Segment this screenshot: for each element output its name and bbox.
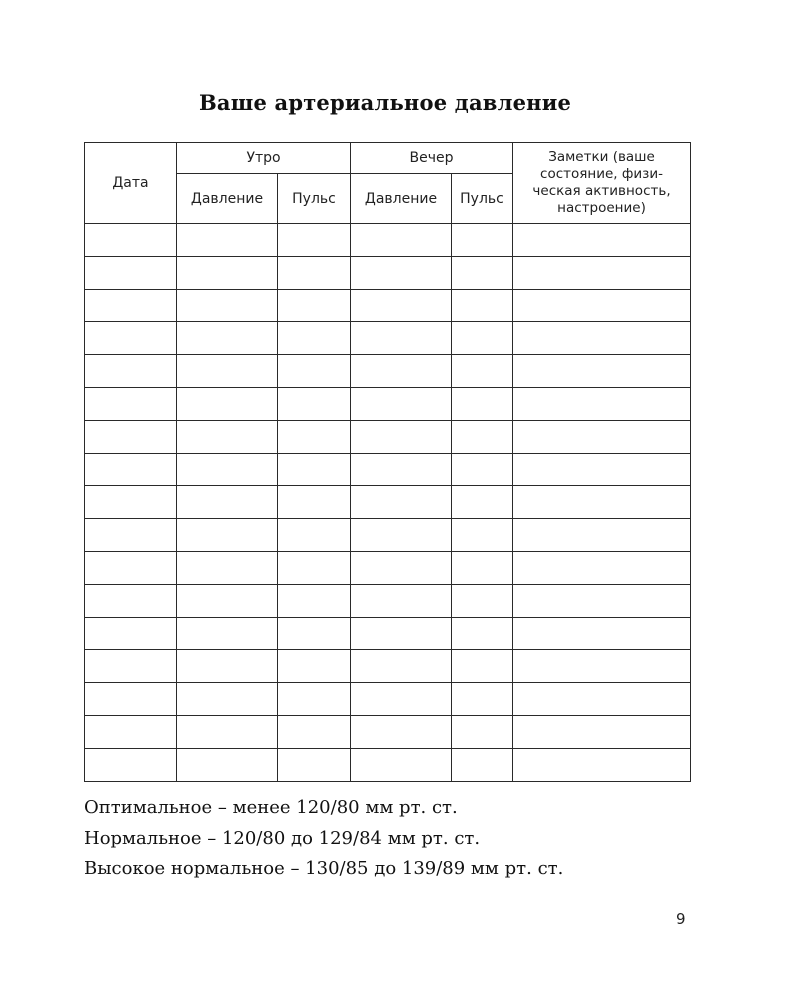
table-row (85, 683, 691, 716)
date-cell (85, 486, 177, 519)
morning-pressure-cell (177, 584, 278, 617)
morning-pressure-cell (177, 224, 278, 257)
evening-pulse-cell (452, 387, 513, 420)
morning-pressure-cell (177, 715, 278, 748)
norm-optimal: Оптимальное – менее 120/80 мм рт. ст. (84, 797, 458, 818)
evening-pressure-cell (351, 355, 452, 388)
evening-pulse-cell (452, 748, 513, 781)
date-cell (85, 748, 177, 781)
notes-cell (513, 387, 691, 420)
morning-pressure-cell (177, 617, 278, 650)
evening-pulse-cell (452, 683, 513, 716)
header-morning: Утро (177, 143, 351, 174)
evening-pulse-cell (452, 224, 513, 257)
evening-pressure-cell (351, 551, 452, 584)
morning-pulse-cell (278, 715, 351, 748)
morning-pressure-cell (177, 519, 278, 552)
blood-pressure-log-table (84, 142, 691, 782)
page-title: Ваше артериальное давление (198, 90, 572, 115)
header-date: Дата (85, 143, 177, 224)
evening-pressure-cell (351, 387, 452, 420)
header-evening-pulse: Пульс (452, 174, 513, 224)
notes-cell (513, 486, 691, 519)
morning-pulse-cell (278, 453, 351, 486)
morning-pressure-cell (177, 355, 278, 388)
evening-pulse-cell (452, 355, 513, 388)
morning-pulse-cell (278, 551, 351, 584)
header-row-main (85, 143, 691, 174)
notes-cell (513, 650, 691, 683)
notes-cell (513, 289, 691, 322)
evening-pulse-cell (452, 715, 513, 748)
morning-pulse-cell (278, 748, 351, 781)
morning-pulse-cell (278, 322, 351, 355)
date-cell (85, 256, 177, 289)
morning-pressure-cell (177, 387, 278, 420)
notes-cell (513, 617, 691, 650)
table-row (85, 387, 691, 420)
table-row (85, 551, 691, 584)
evening-pulse-cell (452, 453, 513, 486)
notes-cell (513, 224, 691, 257)
header-evening-pressure: Давление (351, 174, 452, 224)
date-cell (85, 650, 177, 683)
notes-cell (513, 584, 691, 617)
morning-pulse-cell (278, 289, 351, 322)
table-row (85, 289, 691, 322)
evening-pulse-cell (452, 617, 513, 650)
morning-pressure-cell (177, 650, 278, 683)
date-cell (85, 584, 177, 617)
evening-pressure-cell (351, 715, 452, 748)
table-row (85, 584, 691, 617)
evening-pressure-cell (351, 453, 452, 486)
evening-pressure-cell (351, 650, 452, 683)
norm-normal: Нормальное – 120/80 до 129/84 мм рт. ст. (84, 827, 481, 849)
header-notes: Заметки (ваше состояние, физи- ческая активность, настроение) (513, 143, 691, 224)
notes-cell (513, 453, 691, 486)
date-cell (85, 453, 177, 486)
table-row (85, 650, 691, 683)
date-cell (85, 715, 177, 748)
morning-pulse-cell (278, 224, 351, 257)
evening-pulse-cell (452, 289, 513, 322)
table-row (85, 420, 691, 453)
morning-pressure-cell (177, 256, 278, 289)
evening-pressure-cell (351, 617, 452, 650)
evening-pressure-cell (351, 683, 452, 716)
table-row (85, 486, 691, 519)
notes-cell (513, 748, 691, 781)
morning-pulse-cell (278, 387, 351, 420)
table-row (85, 256, 691, 289)
morning-pulse-cell (278, 486, 351, 519)
evening-pressure-cell (351, 584, 452, 617)
morning-pulse-cell (278, 650, 351, 683)
date-cell (85, 289, 177, 322)
date-cell (85, 551, 177, 584)
evening-pulse-cell (452, 551, 513, 584)
notes-cell (513, 355, 691, 388)
morning-pulse-cell (278, 683, 351, 716)
evening-pressure-cell (351, 224, 452, 257)
notes-cell (513, 256, 691, 289)
morning-pulse-cell (278, 519, 351, 552)
morning-pulse-cell (278, 617, 351, 650)
table-row (85, 355, 691, 388)
morning-pressure-cell (177, 551, 278, 584)
evening-pulse-cell (452, 519, 513, 552)
date-cell (85, 683, 177, 716)
date-cell (85, 224, 177, 257)
table-row (85, 519, 691, 552)
notes-cell (513, 551, 691, 584)
date-cell (85, 355, 177, 388)
evening-pressure-cell (351, 420, 452, 453)
evening-pressure-cell (351, 519, 452, 552)
morning-pressure-cell (177, 453, 278, 486)
morning-pulse-cell (278, 256, 351, 289)
header-morning-pressure: Давление (177, 174, 278, 224)
date-cell (85, 420, 177, 453)
table-row (85, 322, 691, 355)
header-morning-pulse: Пульс (278, 174, 351, 224)
morning-pulse-cell (278, 420, 351, 453)
morning-pressure-cell (177, 683, 278, 716)
evening-pressure-cell (351, 322, 452, 355)
notes-cell (513, 322, 691, 355)
morning-pressure-cell (177, 289, 278, 322)
evening-pressure-cell (351, 748, 452, 781)
table-row (85, 453, 691, 486)
date-cell (85, 617, 177, 650)
notes-cell (513, 420, 691, 453)
morning-pressure-cell (177, 748, 278, 781)
table-row (85, 715, 691, 748)
page-number: 9 (676, 910, 686, 928)
date-cell (85, 387, 177, 420)
table-row (85, 748, 691, 781)
date-cell (85, 322, 177, 355)
morning-pulse-cell (278, 355, 351, 388)
evening-pressure-cell (351, 289, 452, 322)
norms-list (84, 793, 563, 885)
notes-cell (513, 683, 691, 716)
notes-cell (513, 519, 691, 552)
evening-pressure-cell (351, 256, 452, 289)
date-cell (85, 519, 177, 552)
evening-pulse-cell (452, 256, 513, 289)
evening-pressure-cell (351, 486, 452, 519)
morning-pressure-cell (177, 420, 278, 453)
evening-pulse-cell (452, 322, 513, 355)
norm-high-normal: Высокое нормальное – 130/85 до 139/89 мм рт. ст. (84, 858, 564, 879)
table-row (85, 617, 691, 650)
morning-pulse-cell (278, 584, 351, 617)
header-evening: Вечер (351, 143, 513, 174)
morning-pressure-cell (177, 486, 278, 519)
evening-pulse-cell (452, 584, 513, 617)
morning-pressure-cell (177, 322, 278, 355)
table-row (85, 224, 691, 257)
notes-cell (513, 715, 691, 748)
evening-pulse-cell (452, 486, 513, 519)
evening-pulse-cell (452, 420, 513, 453)
evening-pulse-cell (452, 650, 513, 683)
table-body (85, 224, 691, 782)
